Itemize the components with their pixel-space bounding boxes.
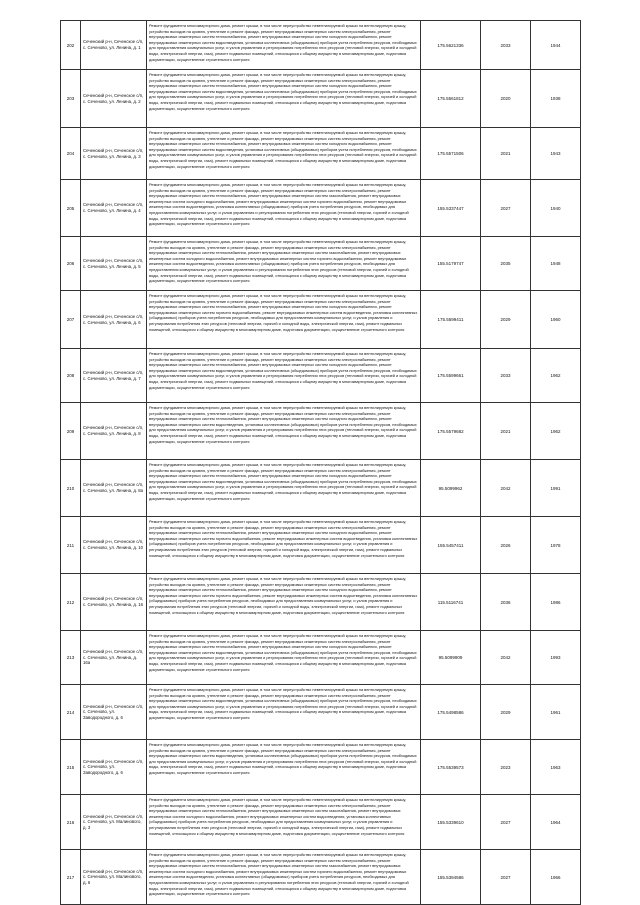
works-list-cell: Ремонт фундамента многоквартирного дома, ремонт крыши, в том числе переустройство невентилируемой крыши на вентилируемую крышу, устройство выходов на кровлю, утепление и ремонт фасада, ремонт внутридомовых инженерных систем электроснабжения, ремонт внутридомовых инженерных систем теплоснабжения, ремонт внутридомовых инженерных систем газоснабжения, ремонт внутридомовых инженерных систем холодного водоснабжения, ремонт внутридомовых инженерных систем водоотведения, установка коллективных (общедомовых) приборов учета потребления ресурсов, необходимых для предоставления коммунальных услуг, и узлов управления и регулирования потребления этих ресурсов (тепловой энергии, горячей и холодной воды, электрической энергии, газа), ремонт подвальных помещений, относящихся к общему имуществу в многоквартирном доме, подготовка документации, осуществление строительного контроля xyxy=(147,795,421,850)
row-number-cell: 212 xyxy=(61,574,81,631)
address-cell: Сеченский р-н, Сеченское с/п, с. Сеченово, ул. Ленина, д. 1 xyxy=(81,21,147,70)
repair-year-cell: 2036 xyxy=(481,574,531,631)
table-row xyxy=(61,70,581,128)
build-year-cell: 1938 xyxy=(531,70,581,128)
cost-cell: 175.5539573 xyxy=(421,740,481,795)
row-number-cell: 204 xyxy=(61,128,81,180)
repair-year-cell: 2021 xyxy=(481,403,531,460)
build-year-cell: 1993 xyxy=(531,631,581,685)
cost-cell: 155.5339610 xyxy=(421,795,481,850)
build-year-cell: 1991 xyxy=(531,460,581,517)
works-list-cell: Ремонт фундамента многоквартирного дома, ремонт крыши, в том числе переустройство невентилируемой крыши на вентилируемую крышу, устройство выходов на кровлю, утепление и ремонт фасада, ремонт внутридомовых инженерных систем электроснабжения, ремонт внутридомовых инженерных систем теплоснабжения, ремонт внутридомовых инженерных систем газоснабжения, ремонт внутридомовых инженерных систем холодного водоснабжения, ремонт внутридомовых инженерных систем горячего водоснабжения, ремонт внутридомовых инженерных систем водоотведения, установка коллективных (общедомовых) приборов учета потребления ресурсов, необходимых для предоставления коммунальных услуг, и узлов управления и регулирования потребления этих ресурсов (тепловой энергии, горячей и холодной воды, электрической энергии, газа), ремонт подвальных помещений, относящихся к общему имуществу в многоквартирном доме, подготовка документации, осуществление строительного контроля xyxy=(147,850,421,905)
repair-year-cell: 2042 xyxy=(481,631,531,685)
cost-cell: 175.5579682 xyxy=(421,403,481,460)
works-list-cell: Ремонт фундамента многоквартирного дома, ремонт крыши, в том числе переустройство невентилируемой крыши на вентилируемую крышу, устройство выходов на кровлю, утепление и ремонт фасада, ремонт внутридомовых инженерных систем электроснабжения, ремонт внутридомовых инженерных систем водоотведения, установка коллективных (общедомовых) приборов учета потребления ресурсов, необходимых для предоставления коммунальных услуг, и узлов управления и регулирования потребления этих ресурсов (тепловой энергии, горячей и холодной воды, электрической энергии, газа), ремонт подвальных помещений, относящихся к общему имуществу в многоквартирном доме, подготовка документации, осуществление строительного контроля xyxy=(147,685,421,740)
works-list-cell: Ремонт фундамента многоквартирного дома, ремонт крыши, в том числе переустройство невентилируемой крыши на вентилируемую крышу, устройство выходов на кровлю, утепление и ремонт фасада, ремонт внутридомовых инженерных систем электроснабжения, ремонт внутридомовых инженерных систем теплоснабжения, ремонт внутридомовых инженерных систем холодного водоснабжения, ремонт внутридомовых инженерных систем водоотведения, установка коллективных (общедомовых) приборов учета потребления ресурсов, необходимых для предоставления коммунальных услуг, и узлов управления и регулирования потребления этих ресурсов (тепловой энергии, горячей и холодной воды, электрической энергии, газа), ремонт подвальных помещений, относящихся к общему имуществу в многоквартирном доме, подготовка документации, осуществление строительного контроля xyxy=(147,460,421,517)
row-number-cell: 214 xyxy=(61,685,81,740)
build-year-cell: 1978 xyxy=(531,517,581,574)
row-number-cell: 213 xyxy=(61,631,81,685)
works-list-cell: Ремонт фундамента многоквартирного дома, ремонт крыши, в том числе переустройство невентилируемой крыши на вентилируемую крышу, устройство выходов на кровлю, утепление и ремонт фасада, ремонт внутридомовых инженерных систем электроснабжения, ремонт внутридомовых инженерных систем теплоснабжения, ремонт внутридомовых инженерных систем холодного водоснабжения, ремонт внутридомовых инженерных систем водоотведения, установка коллективных (общедомовых) приборов учета потребления ресурсов, необходимых для предоставления коммунальных услуг, и узлов управления и регулирования потребления этих ресурсов (тепловой энергии, горячей и холодной воды, электрической энергии, газа), ремонт подвальных помещений, относящихся к общему имуществу в многоквартирном доме, подготовка документации, осуществление строительного контроля xyxy=(147,349,421,403)
cost-cell: 175.5571506 xyxy=(421,128,481,180)
repair-year-cell: 2027 xyxy=(481,795,531,850)
table-row xyxy=(61,795,581,850)
repair-year-cell: 2027 xyxy=(481,180,531,237)
table-row xyxy=(61,21,581,70)
address-cell: Сеченский р-н, Сеченское с/п, с. Сеченово, ул. Малинового, д. 6 xyxy=(81,850,147,905)
repair-year-cell: 2042 xyxy=(481,460,531,517)
build-year-cell: 1940 xyxy=(531,180,581,237)
table-row xyxy=(61,574,581,631)
row-number-cell: 217 xyxy=(61,850,81,905)
cost-cell: 155.5457411 xyxy=(421,517,481,574)
cost-cell: 115.5116741 xyxy=(421,574,481,631)
table-row xyxy=(61,291,581,349)
repair-year-cell: 2033 xyxy=(481,349,531,403)
repair-year-cell: 2027 xyxy=(481,850,531,905)
works-list-cell: Ремонт фундамента многоквартирного дома, ремонт крыши, в том числе переустройство невентилируемой крыши на вентилируемую крышу, устройство выходов на кровлю, утепление и ремонт фасада, ремонт внутридомовых инженерных систем электроснабжения, ремонт внутридомовых инженерных систем теплоснабжения, ремонт внутридомовых инженерных систем газоснабжения, ремонт внутридомовых инженерных систем холодного водоснабжения, ремонт внутридомовых инженерных систем горячего водоснабжения, ремонт внутридомовых инженерных систем водоотведения, установка коллективных (общедомовых) приборов учета потребления ресурсов, необходимых для предоставления коммунальных услуг, и узлов управления и регулирования потребления этих ресурсов (тепловой энергии, горячей и холодной воды, электрической энергии, газа), ремонт подвальных помещений, относящихся к общему имуществу в многоквартирном доме, подготовка документации, осуществление строительного контроля xyxy=(147,237,421,291)
row-number-cell: 206 xyxy=(61,237,81,291)
repair-year-cell: 2023 xyxy=(481,740,531,795)
table-row xyxy=(61,349,581,403)
repair-year-cell: 2035 xyxy=(481,237,531,291)
row-number-cell: 205 xyxy=(61,180,81,237)
works-list-cell: Ремонт фундамента многоквартирного дома, ремонт крыши, в том числе переустройство невентилируемой крыши на вентилируемую крышу, устройство выходов на кровлю, утепление и ремонт фасада, ремонт внутридомовых инженерных систем электроснабжения, ремонт внутридомовых инженерных систем теплоснабжения, ремонт внутридомовых инженерных систем холодного водоснабжения, ремонт внутридомовых инженерных систем горячего водоснабжения, ремонт внутридомовых инженерных систем водоотведения, установка коллективных (общедомовых) приборов учета потребления ресурсов, необходимых для предоставления коммунальных услуг, и узлов управления и регулирования потребления этих ресурсов (тепловой энергии, горячей и холодной воды, электрической энергии, газа), ремонт подвальных помещений, относящихся к общему имуществу в многоквартирном доме, подготовка документации, осуществление строительного контроля xyxy=(147,574,421,631)
build-year-cell: 1948 xyxy=(531,237,581,291)
table-row xyxy=(61,517,581,574)
cost-cell: 175.5599661 xyxy=(421,349,481,403)
works-list-cell: Ремонт фундамента многоквартирного дома, ремонт крыши, в том числе переустройство невентилируемой крыши на вентилируемую крышу, устройство выходов на кровлю, утепление и ремонт фасада, ремонт внутридомовых инженерных систем электроснабжения, ремонт внутридомовых инженерных систем теплоснабжения, ремонт внутридомовых инженерных систем холодного водоснабжения, ремонт внутридомовых инженерных систем горячего водоснабжения, ремонт внутридомовых инженерных систем водоотведения, установка коллективных (общедомовых) приборов учета потребления ресурсов, необходимых для предоставления коммунальных услуг, и узлов управления и регулирования потребления этих ресурсов (тепловой энергии, горячей и холодной воды, электрической энергии, газа), ремонт подвальных помещений, относящихся к общему имуществу в многоквартирном доме, подготовка документации, осуществление строительного контроля xyxy=(147,517,421,574)
build-year-cell: 1944 xyxy=(531,21,581,70)
row-number-cell: 215 xyxy=(61,740,81,795)
address-cell: Сеченский р-н, Сеченское с/п, с. Сеченово, ул. Ленина, д. 7 xyxy=(81,349,147,403)
table-row xyxy=(61,237,581,291)
table-body xyxy=(61,21,581,905)
address-cell: Сеченский р-н, Сеченское с/п, с. Сеченово, ул. Ленина, д. 8а xyxy=(81,460,147,517)
table-row xyxy=(61,403,581,460)
repair-year-cell: 2029 xyxy=(481,685,531,740)
row-number-cell: 203 xyxy=(61,70,81,128)
works-list-cell: Ремонт фундамента многоквартирного дома, ремонт крыши, в том числе переустройство невентилируемой крыши на вентилируемую крышу, устройство выходов на кровлю, утепление и ремонт фасада, ремонт внутридомовых инженерных систем электроснабжения, ремонт внутридомовых инженерных систем теплоснабжения, ремонт внутридомовых инженерных систем холодного водоснабжения, ремонт внутридомовых инженерных систем водоотведения, установка коллективных (общедомовых) приборов учета потребления ресурсов, необходимых для предоставления коммунальных услуг, и узлов управления и регулирования потребления этих ресурсов (тепловой энергии, горячей и холодной воды, электрической энергии, газа), ремонт подвальных помещений, относящихся к общему имуществу в многоквартирном доме, подготовка документации, осуществление строительного контроля xyxy=(147,403,421,460)
cost-cell: 175.5599411 xyxy=(421,291,481,349)
build-year-cell: 1964 xyxy=(531,795,581,850)
works-list-cell: Ремонт фундамента многоквартирного дома, ремонт крыши, в том числе переустройство невентилируемой крыши на вентилируемую крышу, устройство выходов на кровлю, утепление и ремонт фасада, ремонт внутридомовых инженерных систем электроснабжения, ремонт внутридомовых инженерных систем теплоснабжения, ремонт внутридомовых инженерных систем холодного водоснабжения, ремонт внутридомовых инженерных систем водоотведения, установка коллективных (общедомовых) приборов учета потребления ресурсов, необходимых для предоставления коммунальных услуг, и узлов управления и регулирования потребления этих ресурсов (тепловой энергии, горячей и холодной воды, электрической энергии, газа), ремонт подвальных помещений, относящихся к общему имуществу в многоквартирном доме, подготовка документации, осуществление строительного контроля xyxy=(147,70,421,128)
address-cell: Сеченский р-н, Сеченское с/п, с. Сеченово, ул. Ленина, д. 3 xyxy=(81,128,147,180)
row-number-cell: 211 xyxy=(61,517,81,574)
cost-cell: 175.5498586 xyxy=(421,685,481,740)
build-year-cell: 1943 xyxy=(531,128,581,180)
build-year-cell: 1986 xyxy=(531,574,581,631)
table-row xyxy=(61,180,581,237)
table-row xyxy=(61,128,581,180)
row-number-cell: 216 xyxy=(61,795,81,850)
build-year-cell: 1961 xyxy=(531,685,581,740)
address-cell: Сеченский р-н, Сеченское с/п, с. Сеченово, ул. Ленина, д. 5 xyxy=(81,237,147,291)
repair-year-cell: 2026 xyxy=(481,517,531,574)
row-number-cell: 210 xyxy=(61,460,81,517)
address-cell: Сеченский р-н, Сеченское с/п, с. Сеченово, ул. Заводородного, д. 6 xyxy=(81,740,147,795)
cost-cell: 155.5179747 xyxy=(421,237,481,291)
row-number-cell: 208 xyxy=(61,349,81,403)
works-list-cell: Ремонт фундамента многоквартирного дома, ремонт крыши, в том числе переустройство невентилируемой крыши на вентилируемую крышу, устройство выходов на кровлю, утепление и ремонт фасада, ремонт внутридомовых инженерных систем электроснабжения, ремонт внутридомовых инженерных систем теплоснабжения, ремонт внутридомовых инженерных систем холодного водоснабжения, ремонт внутридомовых инженерных систем водоотведения, установка коллективных (общедомовых) приборов учета потребления ресурсов, необходимых для предоставления коммунальных услуг, и узлов управления и регулирования потребления этих ресурсов (тепловой энергии, горячей и холодной воды, электрической энергии, газа), ремонт подвальных помещений, относящихся к общему имуществу в многоквартирном доме, подготовка документации, осуществление строительного контроля xyxy=(147,21,421,70)
cost-cell: 155.5337447 xyxy=(421,180,481,237)
address-cell: Сеченский р-н, Сеченское с/п, с. Сеченово, ул. Малинового, д. 3 xyxy=(81,795,147,850)
address-cell: Сеченский р-н, Сеченское с/п, с. Сеченово, ул. Ленина, д. 4 xyxy=(81,180,147,237)
repair-year-cell: 2033 xyxy=(481,21,531,70)
cost-cell: 175.5561812 xyxy=(421,70,481,128)
address-cell: Сеченский р-н, Сеченское с/п, с. Сеченово, ул. Ленина, д. 10 xyxy=(81,517,147,574)
works-list-cell: Ремонт фундамента многоквартирного дома, ремонт крыши, в том числе переустройство невентилируемой крыши на вентилируемую крышу, устройство выходов на кровлю, утепление и ремонт фасада, ремонт внутридомовых инженерных систем электроснабжения, ремонт внутридомовых инженерных систем теплоснабжения, ремонт внутридомовых инженерных систем газоснабжения, ремонт внутридомовых инженерных систем холодного водоснабжения, ремонт внутридомовых инженерных систем горячего водоснабжения, ремонт внутридомовых инженерных систем водоотведения, установка коллективных (общедомовых) приборов учета потребления ресурсов, необходимых для предоставления коммунальных услуг, и узлов управления и регулирования потребления этих ресурсов (тепловой энергии, горячей и холодной воды, электрической энергии, газа), ремонт подвальных помещений, относящихся к общему имуществу в многоквартирном доме, подготовка документации, осуществление строительного контроля xyxy=(147,180,421,237)
build-year-cell: 1960 xyxy=(531,291,581,349)
address-cell: Сеченский р-н, Сеченское с/п, с. Сеченово, ул. Ленина, д. 2 xyxy=(81,70,147,128)
build-year-cell: 1966 xyxy=(531,850,581,905)
table-row xyxy=(61,460,581,517)
cost-cell: 175.5621336 xyxy=(421,21,481,70)
housing-repair-table xyxy=(60,20,581,905)
row-number-cell: 209 xyxy=(61,403,81,460)
table-row xyxy=(61,740,581,795)
row-number-cell: 207 xyxy=(61,291,81,349)
address-cell: Сеченский р-н, Сеченское с/п, с. Сеченово, ул. Ленина, д. 16 xyxy=(81,574,147,631)
build-year-cell: 1962 xyxy=(531,349,581,403)
table-row xyxy=(61,631,581,685)
address-cell: Сеченский р-н, Сеченское с/п, с. Сеченово, ул. Заводородного, д. 6 xyxy=(81,685,147,740)
repair-year-cell: 2020 xyxy=(481,70,531,128)
address-cell: Сеченский р-н, Сеченское с/п, с. Сеченово, ул. Ленина, д. 6 xyxy=(81,291,147,349)
build-year-cell: 1962 xyxy=(531,403,581,460)
repair-year-cell: 2021 xyxy=(481,128,531,180)
repair-year-cell: 2029 xyxy=(481,291,531,349)
build-year-cell: 1963 xyxy=(531,740,581,795)
table-row xyxy=(61,850,581,905)
cost-cell: 155.5394586 xyxy=(421,850,481,905)
works-list-cell: Ремонт фундамента многоквартирного дома, ремонт крыши, в том числе переустройство невентилируемой крыши на вентилируемую крышу, устройство выходов на кровлю, утепление и ремонт фасада, ремонт внутридомовых инженерных систем электроснабжения, ремонт внутридомовых инженерных систем теплоснабжения, ремонт внутридомовых инженерных систем холодного водоснабжения, ремонт внутридомовых инженерных систем водоотведения, установка коллективных (общедомовых) приборов учета потребления ресурсов, необходимых для предоставления коммунальных услуг, и узлов управления и регулирования потребления этих ресурсов (тепловой энергии, горячей и холодной воды, электрической энергии, газа), ремонт подвальных помещений, относящихся к общему имуществу в многоквартирном доме, подготовка документации, осуществление строительного контроля xyxy=(147,631,421,685)
address-cell: Сеченский р-н, Сеченское с/п, с. Сеченово, ул. Ленина, д. 8 xyxy=(81,403,147,460)
works-list-cell: Ремонт фундамента многоквартирного дома, ремонт крыши, в том числе переустройство невентилируемой крыши на вентилируемую крышу, устройство выходов на кровлю, утепление и ремонт фасада, ремонт внутридомовых инженерных систем электроснабжения, ремонт внутридомовых инженерных систем теплоснабжения, ремонт внутридомовых инженерных систем холодного водоснабжения, ремонт внутридомовых инженерных систем водоотведения, установка коллективных (общедомовых) приборов учета потребления ресурсов, необходимых для предоставления коммунальных услуг, и узлов управления и регулирования потребления этих ресурсов (тепловой энергии, горячей и холодной воды, электрической энергии, газа), ремонт подвальных помещений, относящихся к общему имуществу в многоквартирном доме, подготовка документации, осуществление строительного контроля xyxy=(147,128,421,180)
cost-cell: 95.5099909 xyxy=(421,631,481,685)
document-page xyxy=(60,20,580,897)
works-list-cell: Ремонт фундамента многоквартирного дома, ремонт крыши, в том числе переустройство невентилируемой крыши на вентилируемую крышу, устройство выходов на кровлю, утепление и ремонт фасада, ремонт внутридомовых инженерных систем электроснабжения, ремонт внутридомовых инженерных систем теплоснабжения, ремонт внутридомовых инженерных систем холодного водоснабжения, ремонт внутридомовых инженерных систем горячего водоснабжения, ремонт внутридомовых инженерных систем водоотведения, установка коллективных (общедомовых) приборов учета потребления ресурсов, необходимых для предоставления коммунальных услуг, и узлов управления и регулирования потребления этих ресурсов (тепловой энергии, горячей и холодной воды, электрической энергии, газа), ремонт подвальных помещений, относящихся к общему имуществу в многоквартирном доме, подготовка документации, осуществление строительного контроля xyxy=(147,291,421,349)
table-row xyxy=(61,685,581,740)
row-number-cell: 202 xyxy=(61,21,81,70)
cost-cell: 95.5099962 xyxy=(421,460,481,517)
works-list-cell: Ремонт фундамента многоквартирного дома, ремонт крыши, в том числе переустройство невентилируемой крыши на вентилируемую крышу, устройство выходов на кровлю, утепление и ремонт фасада, ремонт внутридомовых инженерных систем электроснабжения, ремонт внутридомовых инженерных систем водоотведения, установка коллективных (общедомовых) приборов учета потребления ресурсов, необходимых для предоставления коммунальных услуг, и узлов управления и регулирования потребления этих ресурсов (тепловой энергии, горячей и холодной воды, электрической энергии, газа), ремонт подвальных помещений, относящихся к общему имуществу в многоквартирном доме, подготовка документации, осуществление строительного контроля xyxy=(147,740,421,795)
address-cell: Сеченский р-н, Сеченское с/п, с. Сеченово, ул. Ленина, д. 16а xyxy=(81,631,147,685)
